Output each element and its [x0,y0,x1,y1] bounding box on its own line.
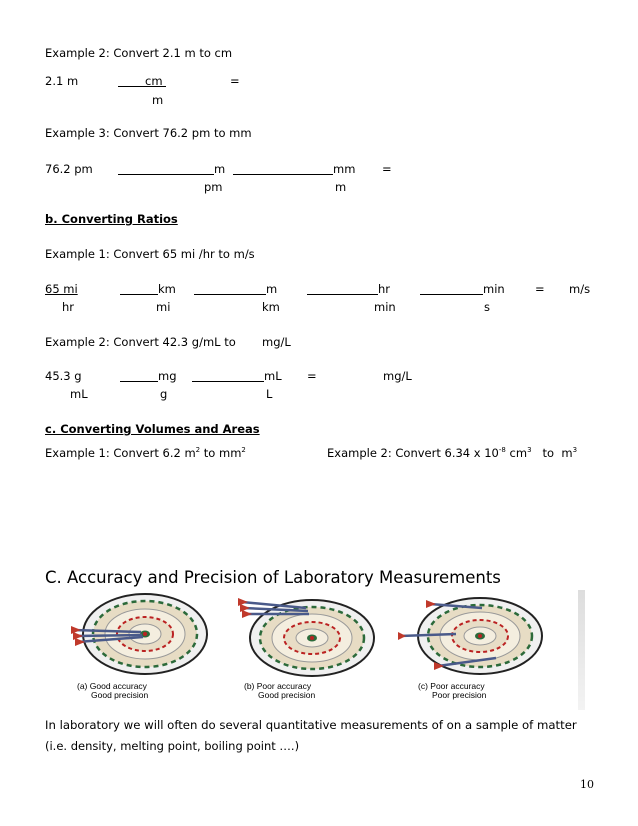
dartboard-b-caption-1: (b) Poor accuracy [244,681,312,691]
section-c-heading: C. Accuracy and Precision of Laboratory Measurements [45,568,501,587]
ratios-ex2-f1-num: mg [158,369,177,383]
ratios-ex2-title-target: mg/L [262,335,291,349]
volumes-ex2-sup3: 3 [572,446,578,454]
ratios-ex1-blank1 [120,282,158,295]
example2-num-unit: cm [145,74,163,88]
ratios-ex1-given-num: 65 mi [45,282,78,296]
dartboard-a-icon [65,592,215,680]
ratios-ex1-title: Example 1: Convert 65 mi /hr to m/s [45,247,255,261]
ratios-ex1-f3-den: min [374,300,396,314]
example3-title: Example 3: Convert 76.2 pm to mm [45,126,252,140]
ratios-ex1-blank3 [307,282,378,295]
volumes-ex1-mid: to mm [200,446,242,460]
ratios-ex1-f3-num: hr [378,282,391,296]
ratios-heading: b. Converting Ratios [45,212,178,226]
example3-f2-num: mm [333,162,356,176]
paragraph-line1: In laboratory we will often do several quantitative measurements of on a sample of matter [45,718,577,732]
ratios-ex2-equals: = [307,369,317,383]
ratios-ex2-blank2 [192,369,264,382]
dartboard-c-caption-2: Poor precision [432,690,487,700]
dartboard-b-icon [232,592,382,680]
ratios-ex1-f4-num: min [483,282,505,296]
ratios-ex2-blank1 [120,369,158,382]
example3-f1-num: m [214,162,226,176]
ratios-ex1-f1-den: mi [156,300,171,314]
volumes-ex2 [327,446,577,460]
ratios-ex2-f2-den: L [266,387,273,401]
ratios-ex1-result-unit: m/s [569,282,591,296]
example2-equals: = [230,74,240,88]
example2-given: 2.1 m [45,74,79,88]
dartboard-b-caption-2: Good precision [258,690,316,700]
ratios-ex1-blank4 [420,282,483,295]
dartboard-a-caption-2: Good precision [91,690,149,700]
ratios-ex1-f2-num: m [266,282,278,296]
volumes-ex2-sup2: 3 [527,446,532,454]
ratios-ex1-given-den: hr [62,300,75,314]
volumes-ex1-text: Example 1: Convert 6.2 m [45,446,196,460]
example3-given: 76.2 pm [45,162,93,176]
dartboard-panel-c [398,592,548,704]
volumes-ex1-sup2: 2 [241,446,246,454]
ratios-ex2-f1-den: g [160,387,168,401]
volumes-heading: c. Converting Volumes and Areas [45,422,260,436]
ratios-ex1-blank2 [194,282,266,295]
ratios-ex2-given-num: 45.3 g [45,369,82,383]
ratios-ex2-result-unit: mg/L [383,369,412,383]
ratios-ex2-title: Example 2: Convert 42.3 g/mL to [45,335,236,349]
dartboard-c-caption-1: (c) Poor accuracy [418,681,485,691]
volumes-ex2-text: Example 2: Convert 6.34 x 10 [327,446,499,460]
ratios-ex1-f4-den: s [484,300,490,314]
ratios-ex2-given-den: mL [70,387,88,401]
volumes-ex2-sup1: -8 [498,446,506,454]
example3-blank1 [118,162,214,175]
example3-blank2 [233,162,333,175]
dartboard-panel-a [65,592,215,704]
ratios-ex2-f2-num: mL [264,369,282,383]
volumes-ex1-sup1: 2 [195,446,201,454]
page-number: 10 [580,778,594,791]
volumes-ex2-mid: cm [505,446,528,460]
example2-den-unit: m [152,93,164,107]
dartboard-panel-b [232,592,382,704]
volumes-ex1 [45,446,246,460]
volumes-ex2-mid2: to m [531,446,573,460]
example3-f2-den: m [335,180,347,194]
dartboard-b-caption [244,682,315,700]
example3-equals: = [382,162,392,176]
dartboard-c-caption [418,682,486,700]
paragraph-line2: (i.e. density, melting point, boiling point ….) [45,739,300,753]
dartboard-figure [60,592,587,704]
ratios-ex1-equals: = [535,282,545,296]
dartboard-a-caption-1: (a) Good accuracy [77,681,147,691]
example2-title: Example 2: Convert 2.1 m to cm [45,46,233,60]
ratios-ex1-f1-num: km [158,282,176,296]
dartboard-a-caption [77,682,148,700]
dartboard-c-icon [398,592,548,680]
example3-f1-den: pm [204,180,223,194]
ratios-ex1-f2-den: km [262,300,280,314]
